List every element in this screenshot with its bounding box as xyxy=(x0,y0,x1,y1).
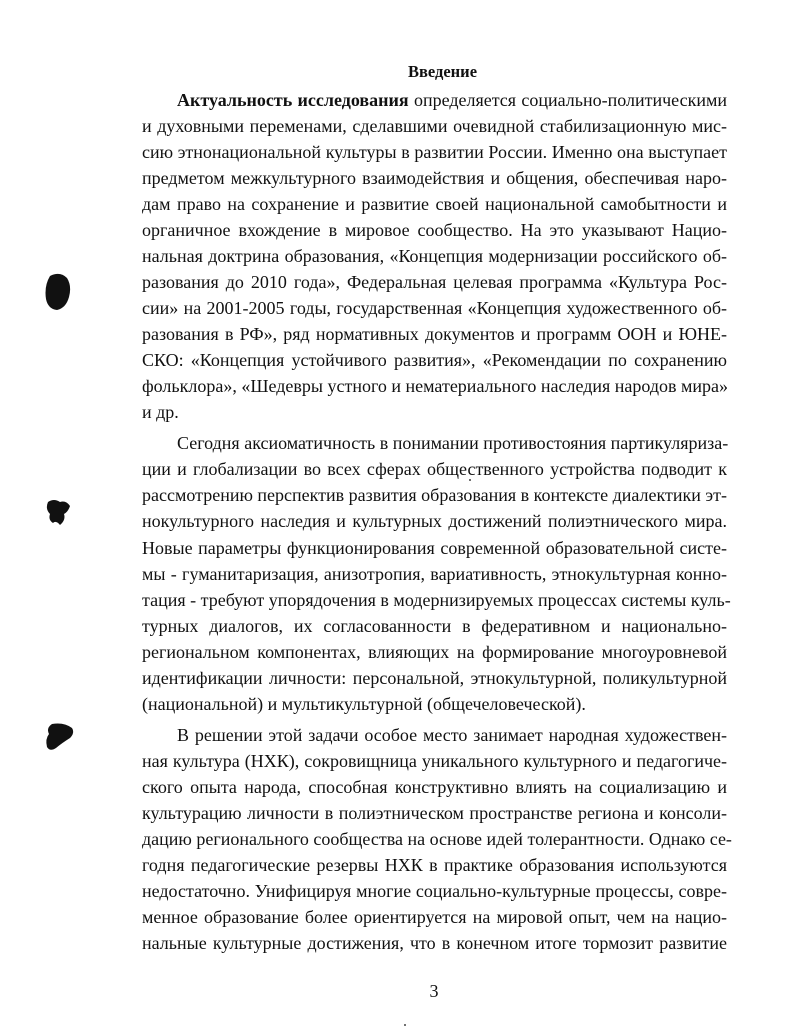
paragraph-1-line-10: разования в РФ», ряд нормативных документов и программ ООН и ЮНЕ- xyxy=(142,324,727,344)
section-heading: Введение xyxy=(407,62,478,81)
paragraph-1-line-9: сии» на 2001-2005 годы, государственная «Концепция художественного об- xyxy=(142,298,727,318)
paragraph-1-line-7: нальная доктрина образования, «Концепция модернизации российского об- xyxy=(142,246,727,266)
paragraph-1-line-3: сию этнонациональной культуры в развитии России. Именно она выступает xyxy=(142,142,727,162)
paragraph-1-line-6: органичное вхождение в мировое сообщество. На это указывают Нацио- xyxy=(142,220,727,240)
paragraph-1-line-11: СКО: «Концепция устойчивого развития», «Рекомендации по сохранению xyxy=(142,350,727,370)
paragraph-3-line-2: ная культура (НХК), сокровищница уникального культурного и педагогиче- xyxy=(142,751,727,771)
paragraph-3-line-7: недостаточно. Унифицируя многие социально-культурные процессы, совре- xyxy=(142,881,727,901)
paragraph-3-line-3: ского опыта народа, способная конструктивно влиять на социализацию и xyxy=(142,777,727,797)
punch-hole-mark-middle xyxy=(44,498,72,533)
paragraph-3-line-4: культурацию личности в полиэтническом пространстве региона и консоли- xyxy=(142,803,727,823)
punch-hole-mark-bottom xyxy=(42,722,76,757)
paragraph-3-line-9: нальные культурные достижения, что в конечном итоге тормозит развитие xyxy=(142,933,727,953)
paragraph-2-line-4: нокультурного наследия и культурных достижений полиэтнического мира. xyxy=(142,511,727,531)
paragraph-2-line-1: Сегодня аксиоматичность в понимании противостояния партикуляриза- xyxy=(177,433,729,453)
punch-hole-mark-top xyxy=(44,272,72,317)
paragraph-1-line-13: и др. xyxy=(142,402,179,422)
paragraph-1-line-12: фольклора», «Шедевры устного и нематериального наследия народов мира» xyxy=(142,376,729,396)
paragraph-2-line-11: (национальной) и мультикультурной (общечеловеческой). xyxy=(142,694,586,714)
paragraph-2-line-5: Новые параметры функционирования современной образовательной систе- xyxy=(142,538,727,558)
paragraph-1-line-2: и духовными переменами, сделавшими очевидной стабилизационную мис- xyxy=(142,116,727,136)
paragraph-2-line-6: мы - гуманитаризация, анизотропия, вариативность, этнокультурная конно- xyxy=(142,564,727,584)
paragraph-3-line-6: годня педагогические резервы НХК в практике образования используются xyxy=(142,855,727,875)
paragraph-1-line-4: предметом межкультурного взаимодействия и общения, обеспечивая наро- xyxy=(142,168,727,188)
paragraph-1-line-8: разования до 2010 года», Федеральная целевая программа «Культура Рос- xyxy=(142,272,727,292)
paragraph-1-lead: Актуальность исследования xyxy=(177,90,409,110)
paragraph-2-line-9: региональном компонентах, влияющих на формирование многоуровневой xyxy=(142,642,727,662)
paragraph-2-line-8: турных диалогов, их согласованности в федеративном и национально- xyxy=(142,616,727,636)
paragraph-3-line-8: менное образование более ориентируется на мировой опыт, чем на нацио- xyxy=(142,907,727,927)
paragraph-2-line-3: рассмотрению перспектив развития образования в контексте диалектики эт- xyxy=(142,485,727,505)
scan-speck xyxy=(404,1024,406,1026)
paragraph-1-line-5: дам право на сохранение и развитие своей национальной самобытности и xyxy=(142,194,727,214)
page-number: 3 xyxy=(429,981,439,1001)
paragraph-2-line-10: идентификации личности: персональной, этнокультурной, поликультурной xyxy=(142,668,727,688)
paragraph-2-line-7: тация - требуют упорядочения в модернизируемых процессах системы куль- xyxy=(142,590,731,610)
paragraph-1-line-1: Актуальность исследования определяется социально-политическими xyxy=(177,90,728,110)
paragraph-3-line-5: дацию регионального сообщества на основе идей толерантности. Однако се- xyxy=(142,829,732,849)
paragraph-3-line-1: В решении этой задачи особое место занимает народная художествен- xyxy=(177,725,727,745)
paragraph-2-line-2: ции и глобализации во всех сферах общественного устройства подводит к xyxy=(142,459,727,479)
